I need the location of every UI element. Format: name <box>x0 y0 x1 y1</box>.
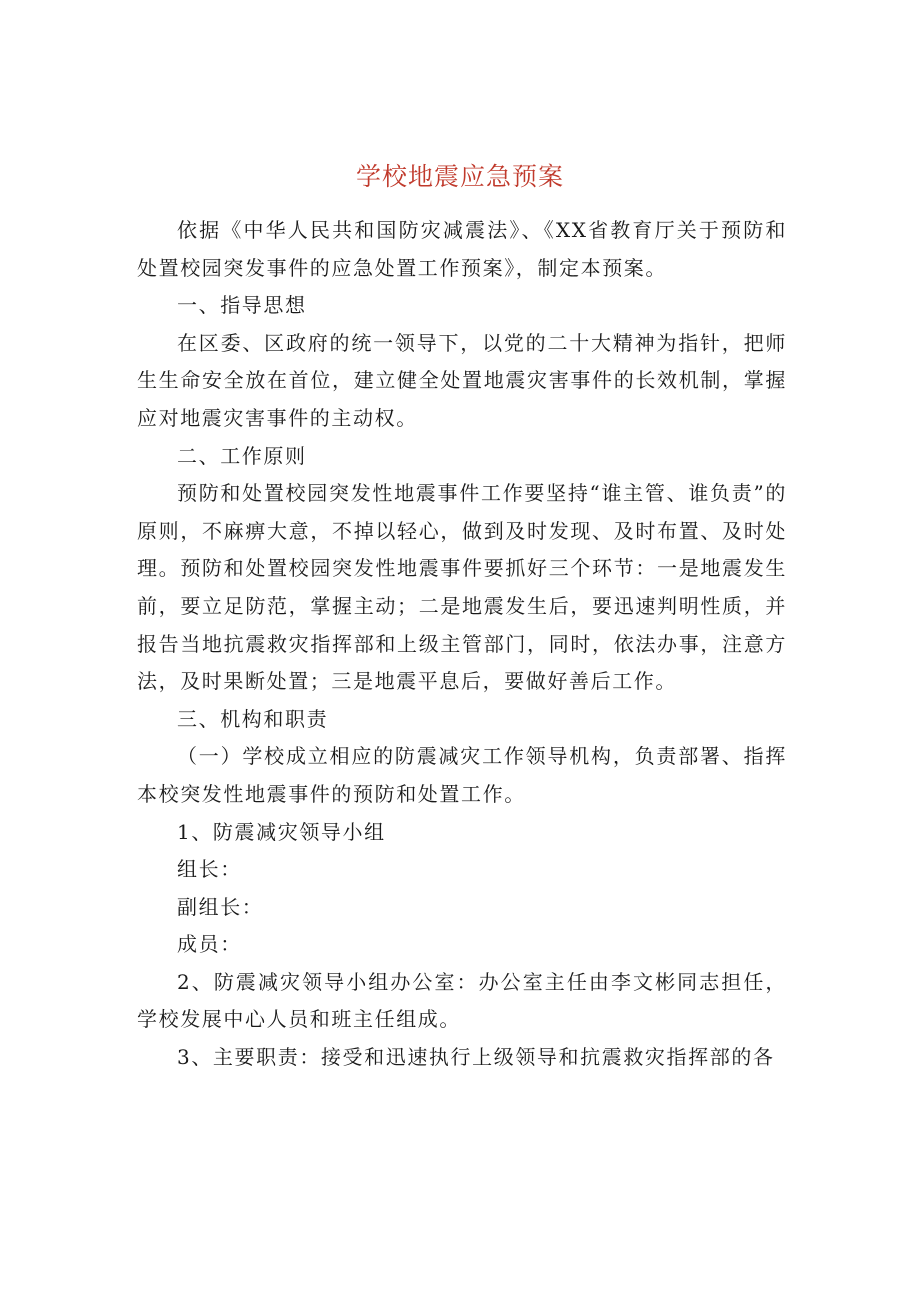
heading-guiding-ideology: 一、指导思想 <box>177 293 307 318</box>
paragraph-basis: 依据《中华人民共和国防灾减震法》、《XX省教育厅关于预防和处置校园突发事件的应急处置工作预案》，制定本预案。 <box>137 218 787 280</box>
item-office: 2、防震减灾领导小组办公室：办公室主任由李文彬同志担任，学校发展中心人员和班主任组成。 <box>137 969 787 1032</box>
paragraph-guiding-ideology: 在区委、区政府的统一领导下，以党的二十大精神为指针，把师生生命安全放在首位，建立健全处置地震灾害事件的长效机制，掌握应对地震灾害事件的主动权。 <box>137 330 787 430</box>
document-body <box>137 212 787 1077</box>
paragraph-working-principles: 预防和处置校园突发性地震事件工作要坚持“谁主管、谁负责”的原则，不麻痹大意，不掉以轻心，做到及时发现、及时布置、及时处理。预防和处置校园突发性地震事件要抓好三个环节：一是地震发生前，要立足防范，掌握主动；二是地震发生后，要迅速判明性质，并报告当地抗震救灾指挥部和上级主管部门，同时，依法办事，注意方法，及时果断处置；三是地震平息后，要做好善后工作。 <box>137 481 787 694</box>
item-main-duties: 3、主要职责：接受和迅速执行上级领导和抗震救灾指挥部的各 <box>177 1045 775 1070</box>
heading-organization-duties: 三、机构和职责 <box>177 706 329 731</box>
item-deputy-leader: 副组长： <box>177 894 264 919</box>
item-members: 成员： <box>177 932 242 957</box>
item-group-leader: 组长： <box>177 857 242 882</box>
item-leadership-group: 1、防震减灾领导小组 <box>177 819 386 844</box>
heading-working-principles: 二、工作原则 <box>177 443 307 468</box>
document-title: 学校地震应急预案 <box>355 162 564 191</box>
paragraph-organization: （一）学校成立相应的防震减灾工作领导机构，负责部署、指挥本校突发性地震事件的预防和处置工作。 <box>137 744 787 806</box>
